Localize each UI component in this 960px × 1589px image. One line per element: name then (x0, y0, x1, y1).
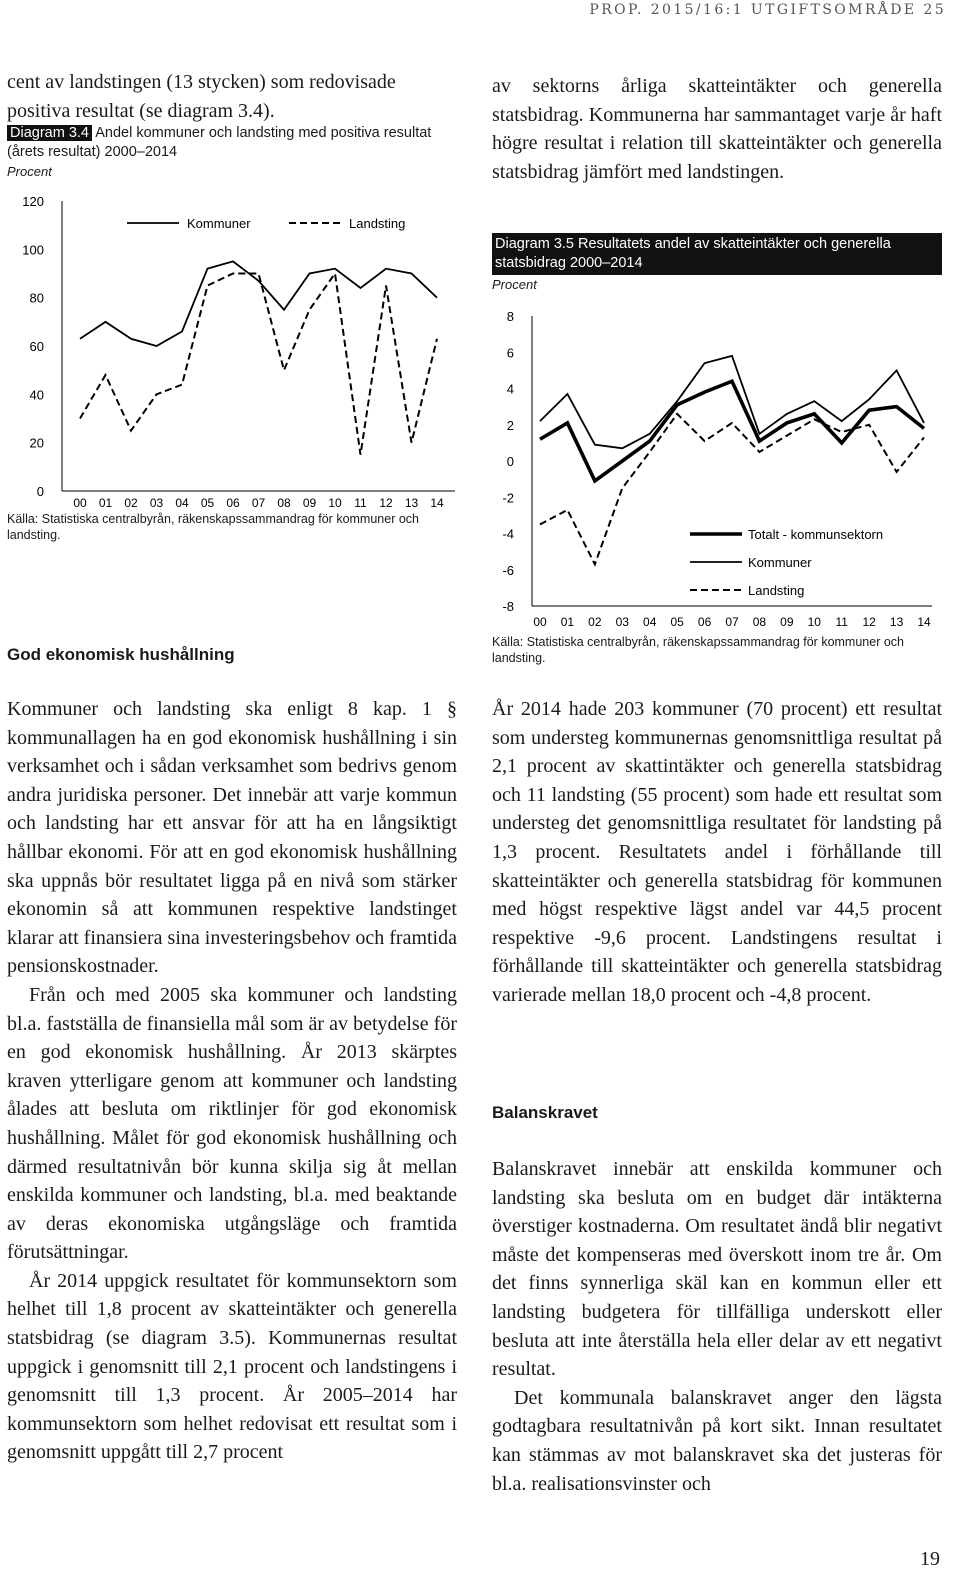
y-tick-label: 60 (29, 339, 44, 354)
diagram-3-4-caption: Andel kommuner och landsting med positiva resultat (årets resultat) 2000–2014 (7, 125, 432, 160)
x-tick-label: 13 (404, 496, 419, 510)
section-heading-god-ekonomisk: God ekonomisk hushållning (7, 645, 235, 664)
chart-result-share (492, 294, 942, 634)
x-tick-label: 14 (917, 615, 931, 629)
x-tick-label: 05 (200, 496, 215, 510)
x-tick-label: 00 (73, 496, 87, 510)
x-tick-label: 04 (643, 615, 657, 629)
diagram-3-5 (492, 233, 942, 666)
x-tick-label: 12 (862, 615, 876, 629)
y-tick-label: -2 (502, 490, 514, 506)
right-paragraph-2: Balanskravet innebär att enskilda kommuner och landsting ska besluta om en budget där intäkterna överstiger kostnaderna. Om resultatet ändå blir negativt måste det kompenseras med överskott inom tre år. Om det finns synnerliga skäl kan en kommun eller ett landsting budgetera för tillfälliga underskott eller besluta att inte återställa hela eller delar av ett negativt resultat. (492, 1158, 942, 1381)
y-tick-label: 120 (22, 194, 44, 209)
y-tick-label: 4 (506, 381, 514, 397)
x-tick-label: 09 (302, 496, 317, 510)
diagram-3-5-source: Källa: Statistiska centralbyrån, räkenskapssammandrag för kommuner och landsting. (492, 635, 904, 665)
x-tick-label: 01 (560, 615, 575, 629)
left-paragraph-2: Från och med 2005 ska kommuner och landsting bl.a. fastställa de finansiella mål som är av betydelse för en god ekonomisk hushållning. År 2013 skärptes kraven ytterligare genom att kommuner och landsting ålades att besluta om riktlinjer för god ekonomisk hushållning. Målet för god ekonomisk hushållning och därmed resultatnivån bör kunna skilja sig åt mellan enskilda kommuner och landsting, bl.a. med beaktande av deras ekonomiska utgångsläge och framtida förutsättningar. (7, 983, 457, 1264)
y-tick-label: 100 (22, 242, 44, 258)
right-paragraph-1: År 2014 hade 203 kommuner (70 procent) ett resultat som understeg kommunernas genomsnittliga resultat på 2,1 procent av skattintäkter och generella statsbidrag och 11 landsting (55 procent) som hade ett resultat som understeg det genomsnittliga resultatet för landsting på 1,3 procent. Resultatets andel i förhållande till skatteintäkter och generella statsbidrag för kommunen med högst respektive lägst andel var 44,5 procent respektive -9,6 procent. Landstingens resultat i förhållande till skatteintäkter och generella statsbidrag varierade mellan 18,0 procent och -4,8 procent. (492, 698, 942, 1006)
x-tick-label: 03 (149, 496, 164, 510)
y-tick-label: 40 (29, 387, 44, 403)
diagram-3-5-unit: Procent (492, 277, 537, 292)
y-tick-label: -6 (502, 562, 514, 578)
x-tick-label: 06 (226, 496, 240, 510)
y-tick-label: 0 (36, 484, 44, 499)
right-paragraph-3: Det kommunala balanskravet anger den lägsta godtagbara resultatnivån på kort sikt. Innan resultatet kan stämmas av mot balanskravet ska det justeras för bl.a. realisationsvinster och (492, 1386, 942, 1495)
right-body (492, 695, 942, 1010)
diagram-3-4-title (7, 124, 457, 162)
diagram-3-5-label: Diagram 3.5 (495, 236, 574, 252)
x-tick-label: 01 (98, 496, 113, 510)
legend-label: Landsting (748, 583, 805, 598)
x-tick-label: 05 (670, 615, 684, 629)
x-tick-label: 11 (835, 615, 848, 629)
diagram-3-5-caption: Resultatets andel av skatteintäkter och generella statsbidrag 2000–2014 (495, 236, 891, 271)
x-tick-label: 00 (533, 615, 547, 629)
y-tick-label: 0 (506, 454, 514, 469)
x-tick-label: 02 (124, 496, 138, 510)
y-tick-label: 6 (506, 345, 514, 361)
section-heading-balanskravet: Balanskravet (492, 1103, 598, 1122)
x-tick-label: 09 (780, 615, 794, 629)
intro-paragraph: cent av landstingen (13 stycken) som redovisade positiva resultat (se diagram 3.4). (7, 71, 396, 122)
x-tick-label: 10 (328, 496, 342, 510)
y-tick-label: 8 (506, 309, 514, 324)
legend-label: Kommuner (187, 216, 251, 231)
diagram-3-4-label: Diagram 3.4 (7, 125, 92, 141)
legend-label: Kommuner (748, 555, 812, 570)
x-tick-label: 11 (354, 496, 367, 510)
x-tick-label: 07 (251, 496, 266, 510)
left-paragraph-1: Kommuner och landsting ska enligt 8 kap. 1 § kommunallagen ha en god ekonomisk hushållning i sin verksamhet och i sådan verksamhet som bedrivs genom andra juridiska personer. Det innebär att varje kommun och landsting har ett ansvar för att ha en långsiktigt hållbar ekonomi. För att en god ekonomisk hushållning ska uppnås bör resultatet ligga på en nivå som stärker ekonomin så att kommunen respektive landstinget klarar att finansiera sina investeringsbehov och framtida pensionskostnader. (7, 698, 457, 978)
diagram-3-4-source: Källa: Statistiska centralbyrån, räkenskapssammandrag för kommuner och landsting. (7, 512, 419, 542)
x-tick-label: 08 (752, 615, 767, 629)
y-tick-label: 20 (29, 435, 44, 451)
x-tick-label: 12 (379, 496, 393, 510)
y-tick-label: 2 (506, 417, 514, 433)
diagram-3-4-unit: Procent (7, 164, 52, 179)
x-tick-label: 04 (175, 496, 189, 510)
x-tick-label: 14 (430, 496, 444, 510)
x-tick-label: 03 (615, 615, 629, 629)
left-body (7, 695, 457, 1467)
x-tick-label: 07 (725, 615, 739, 629)
right-top-paragraph: av sektorns årliga skatteintäkter och generella statsbidrag. Kommunerna har sammantaget varje år haft högre resultat i relation till skatteintäkter och generella statsbidrag jämfört med landstingen. (492, 75, 942, 183)
series-line-totalt-kommunsektorn (540, 381, 924, 481)
y-tick-label: 80 (29, 290, 44, 306)
legend-label: Landsting (349, 216, 406, 231)
diagram-3-4 (7, 124, 457, 543)
diagram-3-5-title (492, 233, 942, 275)
series-line-kommuner (540, 356, 924, 448)
x-tick-label: 06 (697, 615, 712, 629)
legend-label: Totalt - kommunsektorn (748, 527, 884, 542)
y-tick-label: -8 (502, 599, 514, 614)
x-tick-label: 13 (889, 615, 904, 629)
right-body-2 (492, 1155, 942, 1498)
series-line-landsting (80, 274, 437, 455)
x-tick-label: 02 (588, 615, 602, 629)
y-tick-label: -4 (502, 526, 514, 542)
left-paragraph-3: År 2014 uppgick resultatet för kommunsektorn som helhet till 1,8 procent av skatteintäkter och generella statsbidrag (se diagram 3.5). Kommunernas resultat uppgick i genomsnitt till 2,1 procent och landstingens i genomsnitt till 1,3 procent. År 2005–2014 har kommunsektorn som helhet redovisat ett resultat som i genomsnitt uppgått till 2,7 procent (7, 1269, 457, 1464)
x-tick-label: 08 (277, 496, 291, 510)
chart-positive-results (7, 181, 457, 511)
running-header: PROP. 2015/16:1 UTGIFTSOMRÅDE 25 (589, 2, 946, 18)
x-tick-label: 10 (807, 615, 821, 629)
page-number: 19 (920, 1548, 940, 1570)
